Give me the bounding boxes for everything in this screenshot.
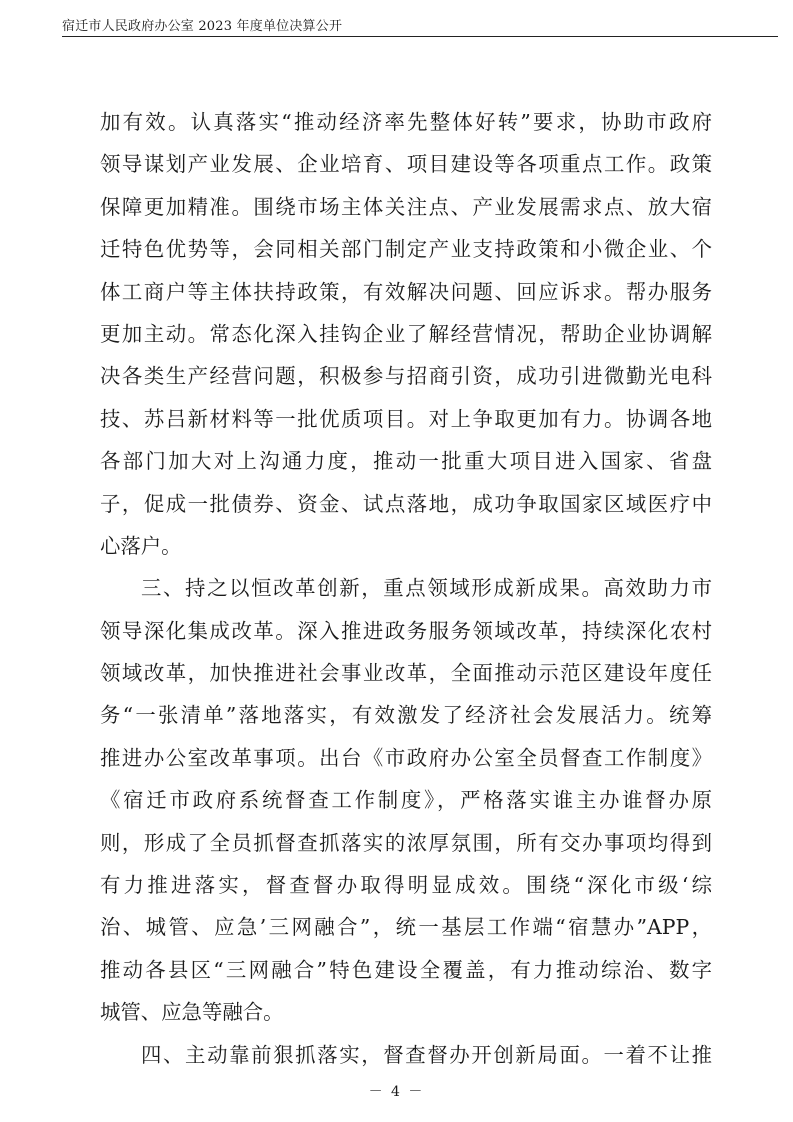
text-line: 技、苏吕新材料等一批优质项目。对上争取更加有力。协调各地 <box>100 406 712 431</box>
page-number: － 4 － <box>368 1084 425 1100</box>
text-line: 领导深化集成改革。深入推进政务服务领域改革，持续深化农村 <box>100 618 712 643</box>
text-line: 领域改革，加快推进社会事业改革，全面推动示范区建设年度任 <box>100 661 712 686</box>
text-line: 保障更加精准。围绕市场主体关注点、产业发展需求点、放大宿 <box>100 194 712 219</box>
body-text <box>100 101 712 1076</box>
text-line: 体工商户等主体扶持政策，有效解决问题、回应诉求。帮办服务 <box>100 279 712 304</box>
text-line: 务“一张清单”落地落实，有效激发了经济社会发展活力。统筹 <box>100 703 712 728</box>
text-line: 则，形成了全员抓督查抓落实的浓厚氛围，所有交办事项均得到 <box>100 830 712 855</box>
text-line: 有力推进落实，督查督办取得明显成效。围绕“深化市级‘综 <box>100 873 712 898</box>
text-line: 治、城管、应急’三网融合”，统一基层工作端“宿慧办”APP， <box>100 915 712 940</box>
text-line: 加有效。认真落实“推动经济率先整体好转”要求，协助市政府 <box>100 110 712 134</box>
text-line: 心落户。 <box>100 533 182 558</box>
text-line: 更加主动。常态化深入挂钩企业了解经营情况，帮助企业协调解 <box>100 321 712 346</box>
text-line: 推动各县区“三网融合”特色建设全覆盖，有力推动综治、数字 <box>100 957 712 982</box>
header-title: 宿迁市人民政府办公室 2023 年度单位决算公开 <box>62 19 343 34</box>
text-line: 城管、应急等融合。 <box>100 1000 284 1025</box>
text-line: 迁特色优势等，会同相关部门制定产业支持政策和小微企业、个 <box>100 237 712 262</box>
page-header <box>62 10 778 37</box>
text-line: 领导谋划产业发展、企业培育、项目建设等各项重点工作。政策 <box>100 152 712 177</box>
text-line: 《宿迁市政府系统督查工作制度》，严格落实谁主办谁督办原 <box>100 788 712 813</box>
text-line: 各部门加大对上沟通力度，推动一批重大项目进入国家、省盘 <box>100 449 712 474</box>
text-line: 子，促成一批债券、资金、试点落地，成功争取国家区域医疗中 <box>100 491 712 516</box>
section-heading-line: 四、主动靠前狠抓落实，督查督办开创新局面。一着不让推 <box>141 1042 712 1067</box>
text-line: 决各类生产经营问题，积极参与招商引资，成功引进微勤光电科 <box>100 364 712 389</box>
text-line: 推进办公室改革事项。出台《市政府办公室全员督查工作制度》 <box>100 745 712 770</box>
section-heading-line: 三、持之以恒改革创新，重点领域形成新成果。高效助力市 <box>141 576 712 601</box>
